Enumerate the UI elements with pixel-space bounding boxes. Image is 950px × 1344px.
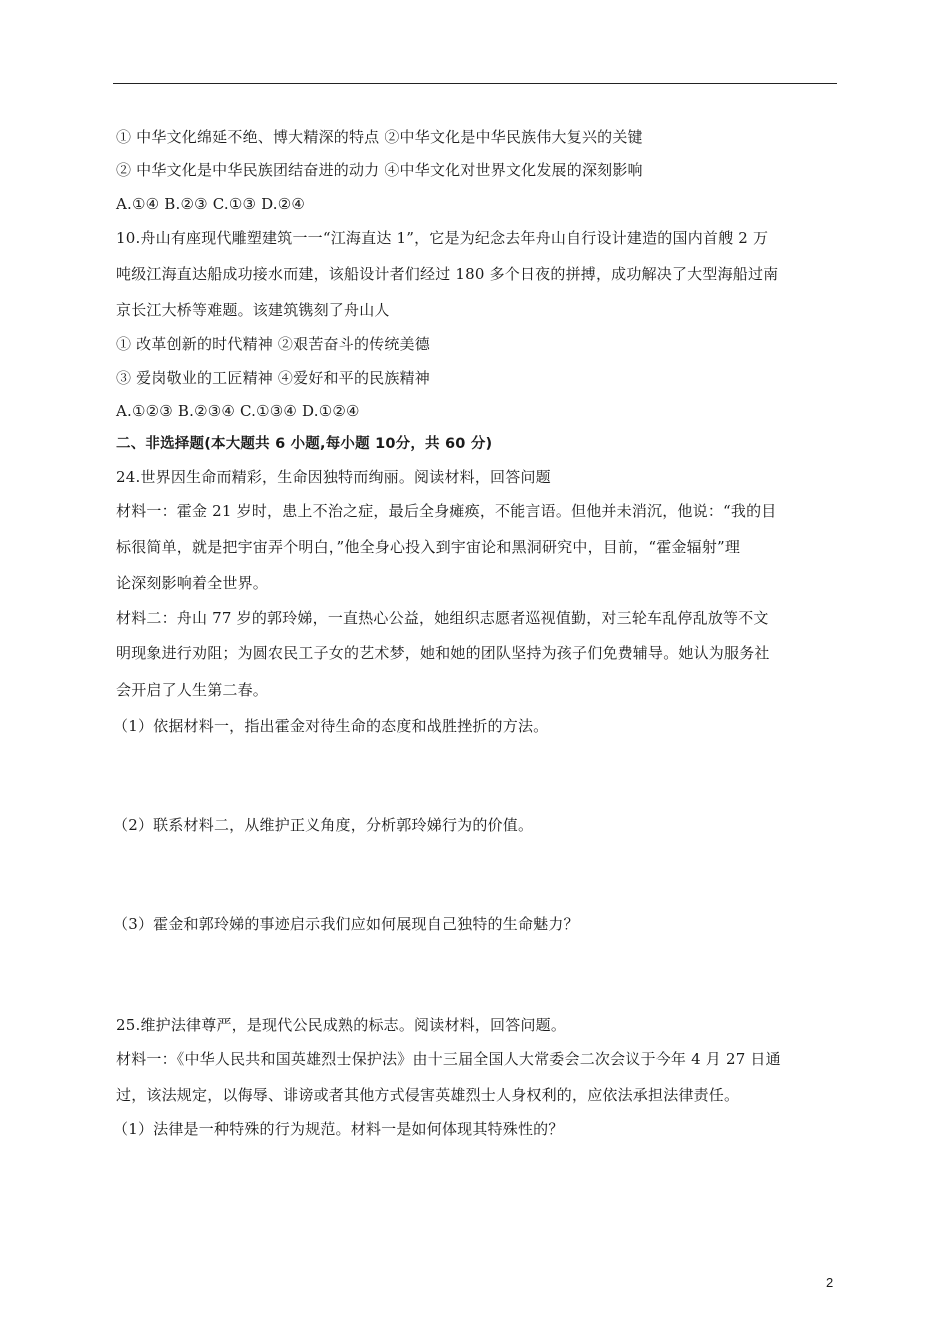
section-heading: 二、非选择题(本大题共 6 小题,每小题 10分，共 60 分) [116,436,493,452]
sub-question-25-1: （1）法律是一种特殊的行为规范。材料一是如何体现其特殊性的？ [113,1120,564,1138]
material-one-text: 标很简单，就是把宇宙弄个明白，”他全身心投入到宇宙论和黑洞研究中，目前，“霍金辐射”理 [116,538,741,556]
question-24: 24.世界因生命而精彩，生命因独特而绚丽。阅读材料，回答问题 [116,468,551,486]
material-one-law: 材料一：《中华人民共和国英雄烈士保护法》由十三届全国人大常委会二次会议于今年 4 月 27 日通 [116,1050,781,1068]
sub-question-1: （1）依据材料一，指出霍金对待生命的态度和战胜挫折的方法。 [113,717,549,735]
page-number: 2 [826,1275,834,1290]
material-two: 材料二：舟山 77 岁的郭玲娣，一直热心公益，她组织志愿者巡视值勤，对三轮车乱停乱放等不文 [116,609,769,627]
answer-choices: A.①②③ B.②③④ C.①③④ D.①②④ [116,402,360,420]
material-one-text: 论深刻影响着全世界。 [116,574,269,592]
option-line: ① 中华文化绵延不绝、博大精深的特点 ②中华文化是中华民族伟大复兴的关键 [116,128,643,146]
header-rule [113,83,837,84]
material-two-text: 明现象进行劝阻；为圆农民工子女的艺术梦，她和她的团队坚持为孩子们免费辅导。她认为服务社 [116,644,770,662]
answer-choices: A.①④ B.②③ C.①③ D.②④ [116,195,306,213]
option-line: ① 改革创新的时代精神 ②艰苦奋斗的传统美德 [116,335,430,353]
question-25: 25.维护法律尊严，是现代公民成熟的标志。阅读材料，回答问题。 [116,1016,567,1034]
option-line: ③ 爱岗敬业的工匠精神 ④爱好和平的民族精神 [116,369,430,387]
question-10-text: 京长江大桥等难题。该建筑镌刻了舟山人 [116,301,390,319]
material-two-text: 会开启了人生第二春。 [116,681,269,699]
question-10: 10.舟山有座现代雕塑建筑一一“江海直达 1”，它是为纪念去年舟山自行设计建造的国内首艘 2 万 [116,229,769,247]
question-10-text: 吨级江海直达船成功接水而建，该船设计者们经过 180 多个日夜的拼搏，成功解决了大型海船过南 [116,265,779,283]
sub-question-2: （2）联系材料二，从维护正义角度，分析郭玲娣行为的价值。 [113,816,534,834]
sub-question-3: （3）霍金和郭玲娣的事迹启示我们应如何展现自己独特的生命魅力？ [113,915,579,933]
material-one: 材料一：霍金 21 岁时，患上不治之症，最后全身瘫痪，不能言语。但他并未消沉，他说：“我的目 [116,502,777,520]
material-one-law-text: 过，该法规定，以侮辱、诽谤或者其他方式侵害英雄烈士人身权利的，应依法承担法律责任。 [116,1086,740,1104]
option-line: ② 中华文化是中华民族团结奋进的动力 ④中华文化对世界文化发展的深刻影响 [116,161,643,179]
